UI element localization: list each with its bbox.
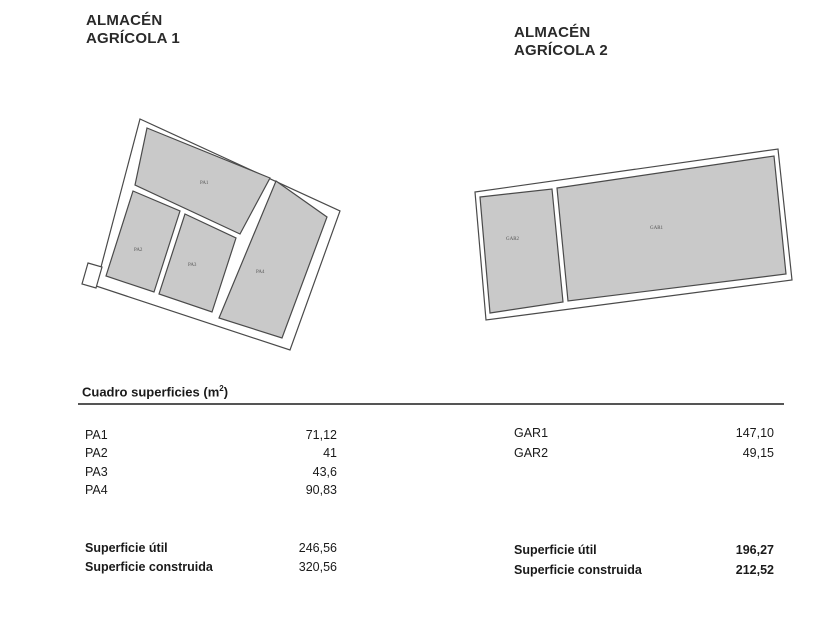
total-construida-value: 212,52 — [735, 563, 774, 577]
building-1-title-line2: AGRÍCOLA 1 — [86, 30, 180, 47]
total-util-value: 196,27 — [735, 543, 774, 557]
table-row — [85, 463, 337, 481]
row-value: 90,83 — [305, 483, 337, 497]
floor-plan-building-2 — [475, 149, 792, 320]
table-row — [514, 424, 774, 442]
row-label: PA1 — [85, 428, 108, 442]
table-row — [85, 444, 337, 462]
room-label-pa4: PA4 — [256, 270, 265, 275]
room-gar2 — [480, 189, 563, 313]
total-util-value: 246,56 — [298, 541, 337, 555]
table-title-text: Cuadro superficies (m — [82, 384, 220, 400]
row-label: PA2 — [85, 446, 108, 460]
room-label-pa2: PA2 — [134, 248, 143, 253]
row-value: 71,12 — [305, 428, 337, 442]
room-label-gar1: GAR1 — [650, 226, 664, 231]
room-label-pa1: PA1 — [200, 181, 209, 186]
total-construida-label: Superficie construida — [85, 560, 213, 574]
row-value: 147,10 — [735, 426, 774, 440]
room-label-pa3: PA3 — [188, 263, 197, 268]
building-1-title-line1: ALMACÉN — [86, 12, 163, 29]
row-value: 43,6 — [312, 465, 337, 479]
total-construida-row — [85, 558, 337, 576]
floor-plan-building-1 — [82, 119, 340, 350]
table-divider — [78, 403, 784, 405]
total-util-row — [85, 539, 337, 557]
table-row — [85, 426, 337, 444]
row-value: 49,15 — [742, 446, 774, 460]
row-label: GAR1 — [514, 426, 549, 440]
total-construida-label: Superficie construida — [514, 563, 642, 577]
total-construida-row — [514, 561, 774, 579]
table-title-superscript: 2 — [219, 384, 224, 393]
row-label: PA4 — [85, 483, 108, 497]
total-util-label: Superficie útil — [85, 541, 168, 555]
row-value: 41 — [323, 446, 337, 460]
table-row — [85, 481, 337, 499]
table-title-close: ) — [223, 384, 229, 400]
row-label: GAR2 — [514, 446, 549, 460]
building-2-title-line2: AGRÍCOLA 2 — [514, 42, 608, 59]
building-2-title-line1: ALMACÉN — [514, 24, 591, 41]
room-label-gar2: GAR2 — [506, 237, 520, 242]
row-label: PA3 — [85, 465, 108, 479]
total-util-row — [514, 541, 774, 559]
surfaces-table-title — [82, 384, 228, 399]
total-construida-value: 320,56 — [298, 560, 337, 574]
total-util-label: Superficie útil — [514, 543, 597, 557]
table-row — [514, 444, 774, 462]
